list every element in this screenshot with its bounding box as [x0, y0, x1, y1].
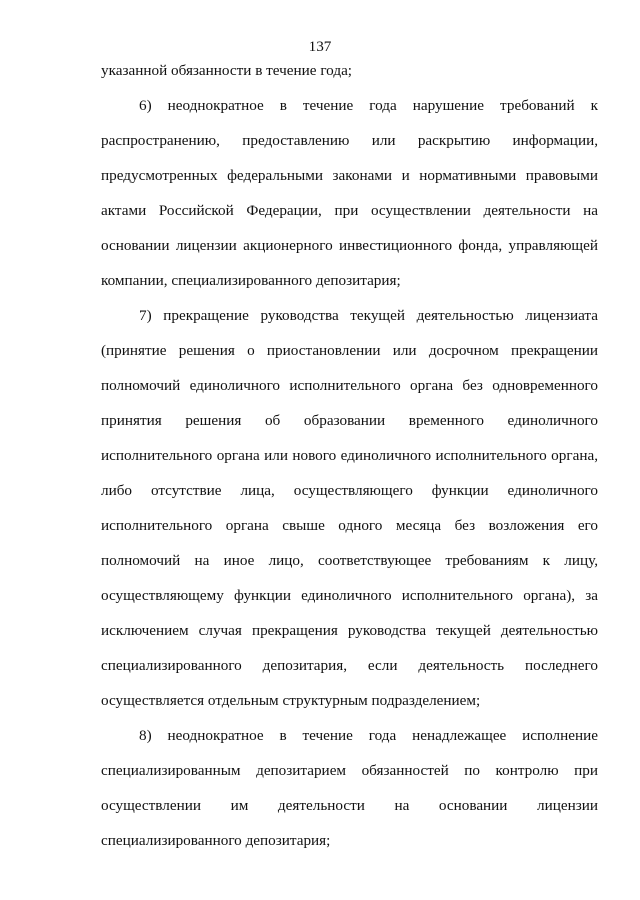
text-line: распространению, предоставлению или раскрытию информации,: [101, 132, 598, 149]
text-line: либо отсутствие лица, осуществляющего функции единоличного: [101, 482, 598, 499]
text-line: принятия решения об образовании временного единоличного: [101, 412, 598, 429]
text-line: осуществляющему функции единоличного исполнительного органа), за: [101, 587, 598, 604]
text-line: актами Российской Федерации, при осуществлении деятельности на: [101, 202, 598, 219]
text-line: полномочий на иное лицо, соответствующее требованиям к лицу,: [101, 552, 598, 569]
text-line: специализированного депозитария, если деятельность последнего: [101, 657, 598, 674]
text-line: исполнительного органа свыше одного месяца без возложения его: [101, 517, 598, 534]
text-line: (принятие решения о приостановлении или досрочном прекращении: [101, 342, 598, 359]
text-line: осуществляется отдельным структурным подразделением;: [101, 692, 481, 709]
page-number: 137: [308, 38, 332, 55]
text-line: основании лицензии акционерного инвестиционного фонда, управляющей: [101, 237, 598, 254]
text-line: осуществлении им деятельности на основании лицензии: [101, 797, 598, 814]
text-line: исполнительного органа или нового единоличного исполнительного органа,: [101, 447, 598, 464]
text-line: компании, специализированного депозитария;: [101, 272, 401, 289]
text-line: предусмотренных федеральными законами и нормативными правовыми: [101, 167, 598, 184]
paragraph-6-first-line: 6) неоднократное в течение года нарушение требований к: [139, 97, 598, 114]
text-line: специализированным депозитарием обязанностей по контролю при: [101, 762, 598, 779]
text-line: специализированного депозитария;: [101, 832, 331, 849]
text-line: полномочий единоличного исполнительного органа без одновременного: [101, 377, 598, 394]
paragraph-7-first-line: 7) прекращение руководства текущей деятельностью лицензиата: [139, 307, 598, 324]
paragraph-8-first-line: 8) неоднократное в течение года ненадлежащее исполнение: [139, 727, 598, 744]
text-line: указанной обязанности в течение года;: [101, 62, 353, 79]
text-line: исключением случая прекращения руководства текущей деятельностью: [101, 622, 598, 639]
